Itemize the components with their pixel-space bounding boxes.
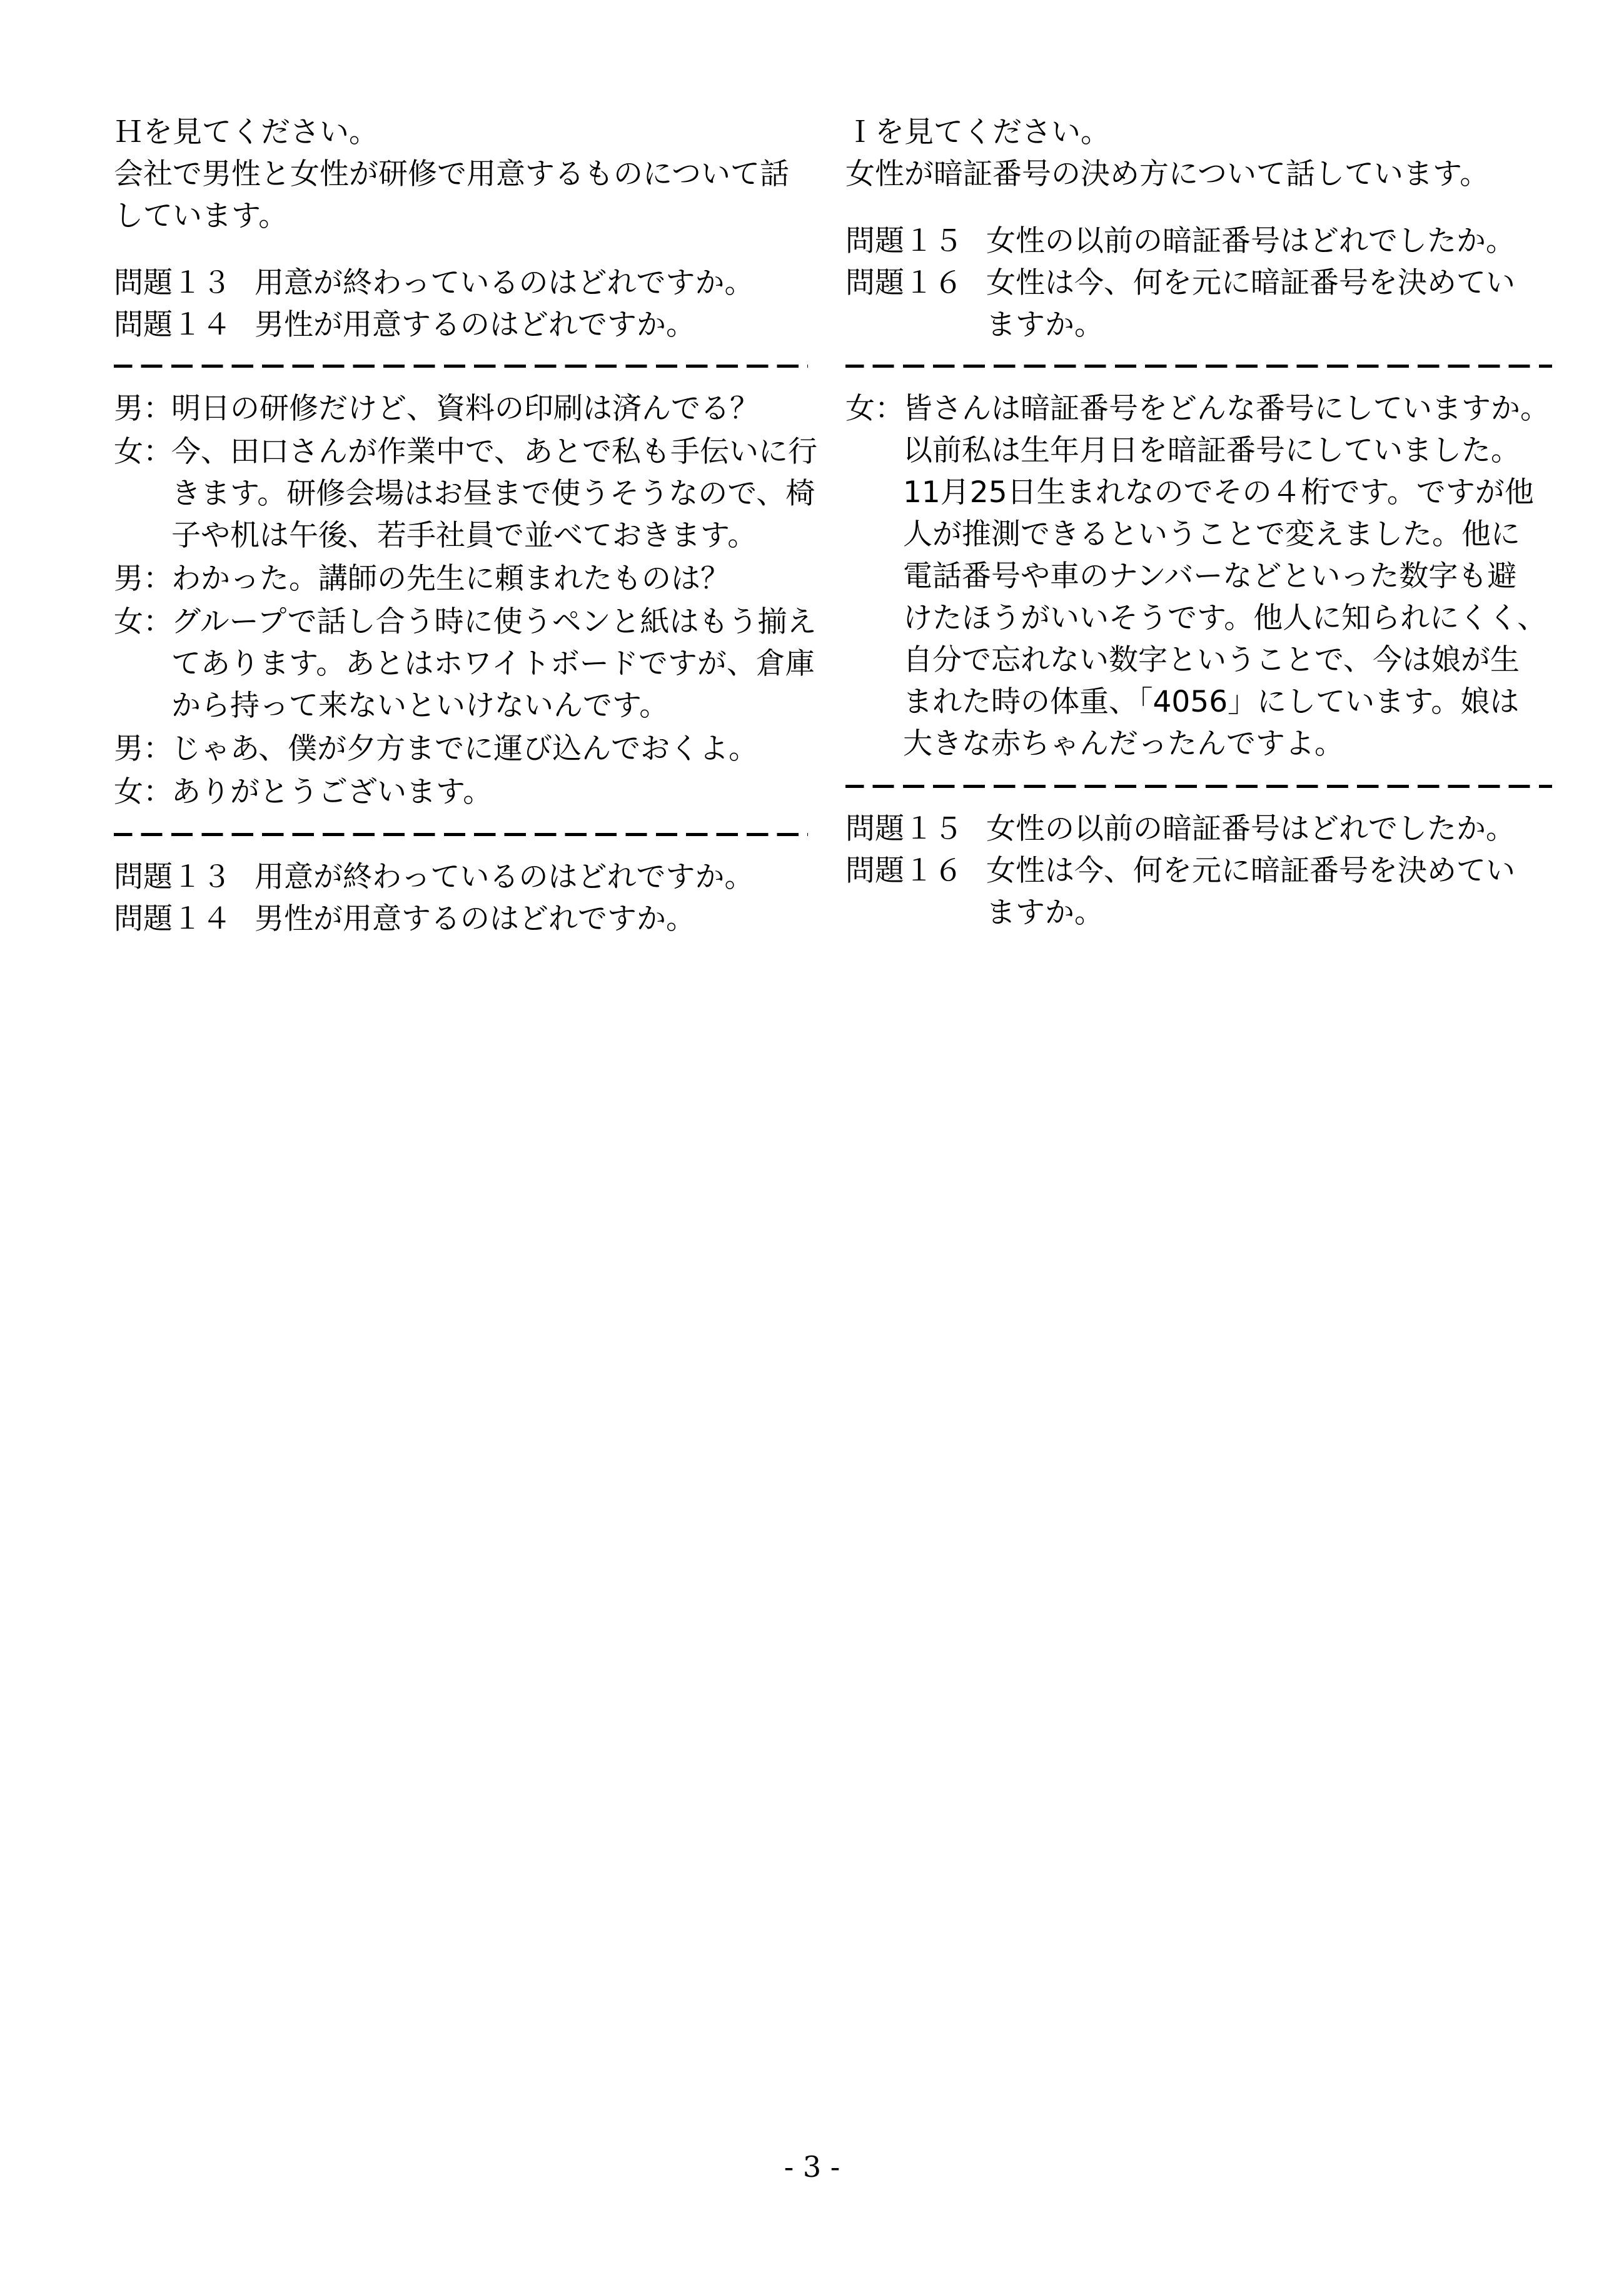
utterance-line: 人が推測できるということで変えました。他に — [903, 517, 1520, 552]
question-number: 問題１５ — [845, 812, 963, 846]
dialogue-turn — [845, 388, 1552, 765]
question-number: 問題１４ — [114, 308, 231, 342]
page-number: - 3 - — [784, 2150, 840, 2184]
utterance-line: 今、田口さんが作業中で、あとで私も手伝いに行 — [171, 435, 818, 469]
question-15 — [845, 808, 1552, 850]
dialogue-turn — [114, 431, 818, 557]
dashed-divider — [114, 814, 808, 856]
intro — [845, 111, 1552, 195]
section-h — [114, 111, 818, 940]
utterance-line: 子や机は午後、若手社員で並べておきます。 — [171, 518, 757, 553]
question-13 — [114, 262, 808, 304]
intro-line: 会社で男性と女性が研修で用意するものについて話 — [114, 157, 790, 191]
question-text: 男性が用意するのはどれですか。 — [255, 902, 695, 936]
utterance-line: 11月25日生まれなのでその４桁です。ですが他 — [903, 475, 1534, 510]
question-14 — [114, 898, 808, 940]
questions-bottom — [845, 808, 1552, 934]
question-number: 問題１３ — [114, 860, 231, 894]
utterance-line: 大きな赤ちゃんだったんですよ。 — [903, 727, 1344, 761]
dialogue-turn — [114, 558, 808, 600]
intro-line: 女性が暗証番号の決め方について話しています。 — [845, 157, 1490, 191]
question-number: 問題１６ — [845, 854, 963, 888]
intro-line: Ｉを見てください。 — [845, 115, 1110, 149]
intro-line: Ｈを見てください。 — [114, 115, 378, 149]
question-number: 問題１５ — [845, 224, 963, 258]
question-text: 男性が用意するのはどれですか。 — [255, 308, 695, 342]
question-number: 問題１６ — [845, 266, 963, 300]
question-14 — [114, 304, 808, 346]
utterance-line: けたほうがいいそうです。他人に知られにくく、 — [903, 601, 1547, 635]
speaker-label: 女： — [114, 775, 173, 809]
utterance-line: 以前私は生年月日を暗証番号にしていました。 — [903, 433, 1520, 468]
questions-bottom — [114, 856, 808, 940]
dashed-divider — [845, 766, 1552, 808]
utterance-line: じゃあ、僕が夕方までに運び込んでおくよ。 — [171, 732, 759, 766]
speaker-label: 男： — [114, 732, 173, 766]
utterance-line: 明日の研修だけど、資料の印刷は済んでる？ — [171, 391, 759, 426]
utterance-line: きます。研修会場はお昼まで使うそうなので、椅 — [171, 477, 815, 511]
question-16 — [845, 850, 1552, 934]
utterance-line: から持って来ないといけないんです。 — [171, 688, 669, 723]
questions-top — [114, 262, 808, 346]
question-text: 用意が終わっているのはどれですか。 — [255, 860, 754, 894]
dialogue-turn — [114, 388, 808, 430]
questions-top — [845, 220, 1552, 346]
speaker-label: 女： — [114, 605, 173, 639]
question-16 — [845, 262, 1552, 346]
utterance-line: まれた時の体重、「4056」にしています。娘は — [903, 685, 1520, 719]
utterance-line: 皆さんは暗証番号をどんな番号にしていますか。 — [903, 391, 1550, 426]
utterance-line: 電話番号や車のナンバーなどといった数字も避 — [903, 559, 1517, 593]
utterance-line: てあります。あとはホワイトボードですが、倉庫 — [171, 647, 815, 681]
question-text: 用意が終わっているのはどれですか。 — [255, 266, 754, 300]
speaker-label: 男： — [114, 562, 173, 596]
speaker-label: 女： — [845, 391, 904, 426]
question-text: ますか。 — [986, 895, 1104, 930]
dialogue-turn — [114, 728, 808, 770]
question-15 — [845, 220, 1552, 262]
question-number: 問題１４ — [114, 902, 231, 936]
question-text: 女性の以前の暗証番号はどれでしたか。 — [986, 812, 1515, 846]
utterance-line: ありがとうございます。 — [171, 775, 493, 809]
dialogue — [114, 388, 818, 813]
dialogue — [845, 388, 1552, 765]
question-text: 女性は今、何を元に暗証番号を決めてい — [986, 266, 1515, 300]
dashed-divider — [114, 346, 808, 388]
question-text: ますか。 — [986, 308, 1104, 342]
intro-line: しています。 — [114, 199, 288, 233]
question-13 — [114, 856, 808, 898]
question-text: 女性は今、何を元に暗証番号を決めてい — [986, 854, 1515, 888]
question-number: 問題１３ — [114, 266, 231, 300]
utterance-line: わかった。講師の先生に頼まれたものは？ — [171, 562, 730, 596]
utterance-line: 自分で忘れない数字ということで、今は娘が生 — [903, 643, 1520, 677]
speaker-label: 女： — [114, 435, 173, 469]
dialogue-turn — [114, 771, 808, 813]
section-i — [845, 111, 1552, 934]
question-text: 女性の以前の暗証番号はどれでしたか。 — [986, 224, 1515, 258]
dialogue-turn — [114, 601, 817, 727]
intro — [114, 111, 808, 237]
dashed-divider — [845, 346, 1552, 388]
speaker-label: 男： — [114, 391, 173, 426]
utterance-line: グループで話し合う時に使うペンと紙はもう揃え — [171, 605, 817, 639]
